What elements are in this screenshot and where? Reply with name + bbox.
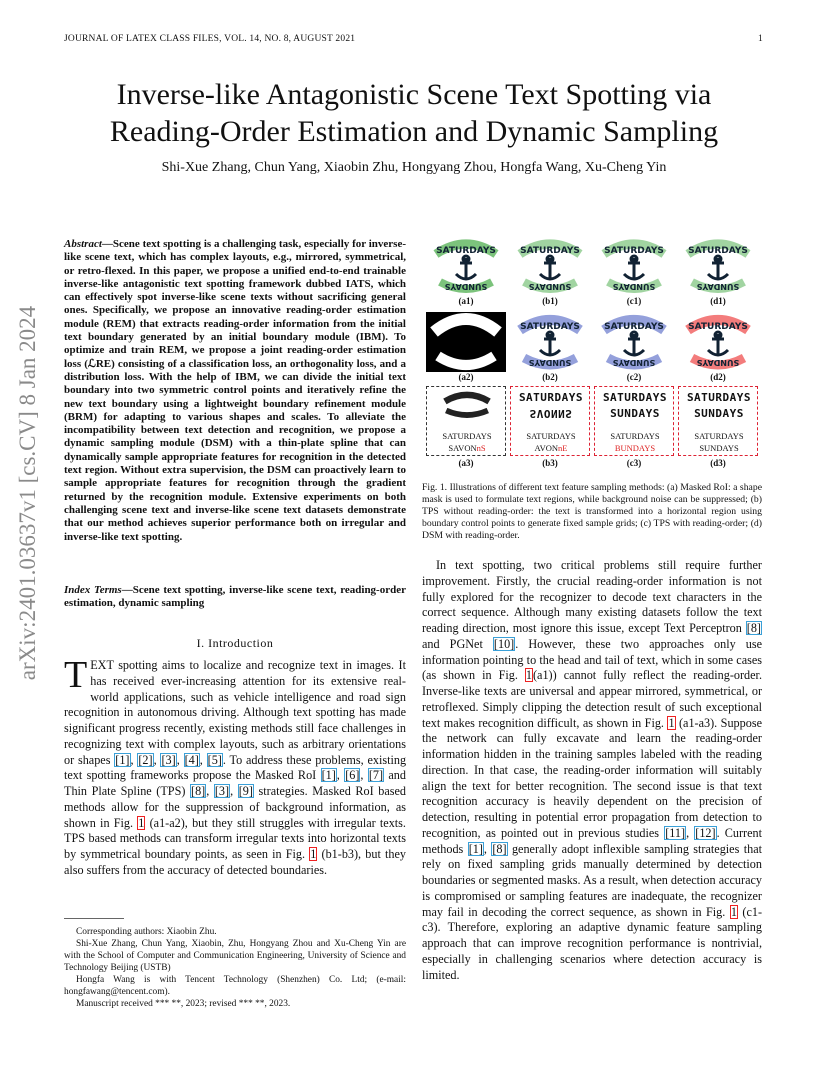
svg-text:SUNDAYS: SUNDAYS [696, 358, 740, 367]
emblem-image-c2 [594, 312, 674, 372]
abstract [64, 238, 406, 544]
svg-text:SATURDAYS: SATURDAYS [604, 246, 664, 256]
result-tile-d3 [678, 386, 758, 456]
text-run: . Current methods [422, 825, 763, 856]
title-line-2: Reading-Order Estimation and Dynamic Sampling [109, 115, 719, 148]
recognized-pred: SUNDAYS [699, 443, 739, 453]
citation-link[interactable]: [10] [493, 636, 515, 651]
emblem-image-b1 [510, 236, 590, 296]
figure-caption: Fig. 1. Illustrations of different text feature sampling methods: (a) Masked RoI: a shape mask is used to formulate text regions, while background noise can be suppressed; (b) TPS without reading-order: the text is transformed into a horizontal region using boundary control points to generate fixed sample grids; (c) TPS with reading-order; (d) DSM with reading-order. [422, 482, 762, 542]
citation-link[interactable]: [1] [115, 752, 130, 767]
author-list: Shi-Xue Zhang, Chun Yang, Xiaobin Zhu, Hongyang Zhou, Hongfa Wang, Xu-Cheng Yin [161, 160, 667, 175]
citation-link[interactable]: [4] [184, 752, 199, 767]
emblem-image-a1 [426, 236, 506, 296]
recognized-gt: SATURDAYS [526, 431, 576, 441]
section-heading: I. Introduction [196, 636, 274, 650]
result-tile-b3 [510, 386, 590, 456]
citation-link[interactable]: [8] [746, 621, 761, 635]
emblem-image-c1 [594, 236, 674, 296]
rectified-top: SATURDAYS [518, 391, 584, 404]
emblem-image-d1 [678, 236, 758, 296]
svg-text:SUNDAYS: SUNDAYS [612, 358, 656, 367]
rectified-bottom: SUNDAYS [694, 407, 744, 420]
index-terms [64, 584, 406, 611]
mask-image-a2 [426, 312, 506, 372]
footnote: Shi-Xue Zhang, Chun Yang, Xiaobin, Zhu, Hongyang Zhou and Xu-Cheng Yin are with the School of Computer and Communication Engineering, University of Science and Technology Beijing (USTB) [64, 939, 406, 973]
figure-link[interactable]: 1 [730, 904, 737, 919]
recognized-pred: AVONnE [534, 443, 568, 453]
svg-text:SUNDAYS: SUNDAYS [528, 358, 572, 367]
subfigure-label: (c2) [626, 372, 642, 382]
index-terms-lead: Index Terms [64, 584, 122, 596]
text-run: (c1-c3). Therefore, exploring an adaptive dynamic feature sampling approach that can improve recognition performance is nontrivial, especially in challenging scenarios where detection accuracy is limited. [422, 904, 763, 982]
footnote: Manuscript received *** **, 2023; revised *** **, 2023. [76, 999, 291, 1009]
svg-text:SATURDAYS: SATURDAYS [520, 246, 580, 256]
citation-link[interactable]: [12] [695, 825, 716, 840]
index-terms-text: —Scene text spotting, inverse-like scene text, reading-order estimation, dynamic sampling [64, 584, 406, 610]
subfigure-label: (d1) [710, 296, 726, 306]
citation-link[interactable]: [6] [345, 768, 360, 783]
subfigure-label: (b2) [542, 372, 558, 382]
subfigure-label: (c1) [626, 296, 642, 306]
rectified-top: SATURDAYS [686, 391, 752, 404]
running-header: JOURNAL OF LATEX CLASS FILES, VOL. 14, NO. 8, AUGUST 2021 [64, 34, 356, 44]
citation-link[interactable]: [8] [492, 841, 507, 856]
intro-text-2: . To address these problems, existing text spotting frameworks propose the Masked RoI [64, 752, 407, 783]
figure-link[interactable]: 1 [525, 668, 532, 683]
citation-link[interactable]: [1] [468, 841, 483, 856]
footnote-rule [64, 918, 124, 919]
paragraph: In text spotting, two critical problems still require further improvement. Firstly, the crucial reading-order information is not fully explored for the recognizer to decode text characters in the correct sequence. Although many existing datasets follow the text reading direction, most ignore this issue, except Text Perceptron [8] and PGNet [10]. However, these two approaches only use information pointing to the head and tail of text, which in some cases (as shown in Fig. 1(a1)) cannot fully reflect the reading-order. Inverse-like texts are universal and appear mirrored, symmetrical, or retroflexed. Simply clipping the detection result of such exceptional text makes recognition difficult, as shown in Fig. 1 (a1-a3). Suppose the network can fully excavate and learn the reading-order information hidden in the training samples labeled with the reading direction. In that case, the reading-order information will suitably align the text for better recognition. The second issue is that text recognition accuracy is heavily dependent on the precision of detection, resulting in potential error propagation from detection to recognition, as pointed out in previous studies [11], [12]. Current methods [1], [8] generally adopt inflexible sampling strategies that rely on fixed sampling grids manually determined by detection boundaries or segmented masks. As a result, when detection accuracy is compromised or sampling features are inadequate, the recognizer may fail in decoding the correct sequence, as shown in Fig. 1 (c1-c3). Therefore, exploring an adaptive dynamic feature sampling approach that can improve recognition performance is nontrivial, especially in challenging scenarios where detection accuracy is limited. [422, 558, 763, 982]
subfigure-label: (a3) [458, 458, 474, 468]
citation-link[interactable]: [8] [191, 784, 206, 798]
result-tile-c3 [594, 386, 674, 456]
citation-link[interactable]: [3] [214, 784, 230, 798]
citation-link[interactable]: [11] [665, 825, 686, 840]
figure-link[interactable]: 1 [138, 815, 145, 830]
subfigure-label: (d2) [710, 372, 726, 382]
citation-link[interactable]: [3] [161, 752, 176, 767]
emblem-image-b2 [510, 312, 590, 372]
text-run: In text spotting, two critical problems still require further improvement. Firstly, the crucial reading-order information is not fully explored for the recognizer to decode text characters in the correct sequence. Although many existing datasets follow the text reading direction, most ignore this issue, except Text Perceptron [422, 558, 762, 635]
recognized-gt: SATURDAYS [442, 431, 492, 441]
footnote: Hongfa Wang is with Tencent Technology (Shenzhen) Co. Ltd; (e-mail: hongfawang@tencent.com). [64, 975, 406, 997]
intro-text-4: strategies. Masked RoI based methods allow for the suppression of background information, as shown in Fig. [64, 784, 406, 830]
rectified-bottom: SVONNS [529, 407, 573, 420]
emblem-image-d2 [678, 312, 758, 372]
arxiv-stamp-text: arXiv:2401.03637v1 [cs.CV] 8 Jan 2024 [15, 305, 40, 681]
result-tile-a3 [426, 386, 506, 456]
intro-text-6: (b1-b3), but they also suffers from the accuracy of detected boundaries. [64, 847, 407, 877]
page-number: 1 [758, 34, 763, 44]
intro-paragraph: TEXT spotting aims to localize and recognize text in images. It has received ever-increasing attention for its extensive real-world applications, such as vehicle intelligence and road sign recognition in autonomous driving. Although text spotting has made significant progress recently, existing methods still face challenges in recognizing text with complex layouts, such as arbitrary orientations or shapes [1], [2], [3], [4], [5]. To address these problems, existing text spotting frameworks propose the Masked RoI [1], [6], [7] and Thin Plate Spline (TPS) [8], [3], [9] strategies. Masked RoI based methods allow for the suppression of background information, as shown in Fig. 1 (a1-a2), but they still struggles with irregular texts. TPS based methods can transform irregular texts into horizontal texts by symmetrical boundary points, as seen in Fig. 1 (b1-b3), but they also suffers from the accuracy of detected boundaries. [64, 654, 407, 877]
svg-text:SATURDAYS: SATURDAYS [604, 322, 664, 332]
paper-title [40, 76, 788, 150]
citation-link[interactable]: [7] [368, 768, 384, 783]
citation-link[interactable]: [9] [238, 784, 253, 798]
svg-text:SUNDAYS: SUNDAYS [696, 282, 740, 291]
svg-text:SUNDAYS: SUNDAYS [612, 282, 656, 291]
recognized-gt: SATURDAYS [610, 431, 660, 441]
abstract-lead: Abstract [64, 238, 102, 250]
text-run: (a1)) cannot fully reflect the reading-order. Inverse-like texts are universal and appear mirrored, symmetrical, or retroflexed. Simply clipping the detection result of such exceptional text makes recognition difficult, as shown in Fig. [422, 668, 762, 730]
rectified-bottom: SUNDAYS [610, 407, 660, 420]
subfigure-label: (c3) [626, 458, 642, 468]
arxiv-stamp [8, 300, 48, 700]
citation-link[interactable]: [5] [207, 752, 222, 767]
figure-link[interactable]: 1 [668, 715, 675, 730]
citation-link[interactable]: [2] [138, 752, 153, 767]
svg-text:SUNDAYS: SUNDAYS [528, 282, 572, 291]
footnotes [64, 926, 406, 1010]
svg-text:SATURDAYS: SATURDAYS [688, 322, 748, 332]
figure-1 [422, 236, 762, 472]
text-run: and PGNet [422, 636, 493, 651]
rectified-top: SATURDAYS [602, 391, 668, 404]
emblem-bottom-text: SUNDAYS [444, 282, 488, 291]
text-run: generally adopt inflexible sampling strategies that rely on fixed sampling grids manually determined by detection boundaries or segmented masks. As a result, when detection accuracy is compromised or sampling features are inadequate, the recognizer may fail in decoding the correct sequence, as shown in Fig. [422, 841, 762, 919]
footnote: Corresponding authors: Xiaobin Zhu. [76, 927, 217, 937]
text-run: . However, these two approaches only use information pointing to the head and tail of text, which in some cases (as shown in Fig. [422, 636, 762, 683]
intro-text-5: (a1-a2), but they still struggles with irregular texts. TPS based methods can transform irregular texts into horizontal texts by symmetrical boundary points, as seen in Fig. [64, 815, 406, 861]
subfigure-label: (b3) [542, 458, 558, 468]
abstract-text: —Scene text spotting is a challenging task, especially for inverse-like scene text, which has complex layouts, e.g., mirrored, symmetrical, or retro-flexed. In this paper, we propose a unified end-to-end trainable inverse-like antagonistic text spotting framework dubbed IATS, which can effectively spot inverse-like scene texts without sacrificing general ones. Specifically, we propose an innovative reading-order estimation module (REM) that extracts reading-order information from the initial text boundary generated by an initial boundary module (IBM). To optimize and train REM, we propose a joint reading-order estimation loss (ℒRE) consisting of a classification loss, an orthogonality loss, and a distribution loss. With the help of IBM, we can divide the initial text boundary into two symmetric control points and iteratively refine the new text boundary using a lightweight boundary refinement module (BRM) for adapting to various shapes and scales. To alleviate the incompatibility between text detection and recognition, we propose a dynamic sampling module (DSM) with a thin-plate spline that can dynamically sample appropriate features for recognition in the detected text region. Without extra supervision, the DSM can proactively learn to sample appropriate features for recognition through the gradient returned by the recognition module. Extensive experiments on both challenging scene text and inverse-like scene text datasets demonstrate that our method achieves superior performance both on irregular and inverse-like text spotting. [64, 238, 406, 543]
subfigure-label: (a2) [458, 372, 474, 382]
figure-link[interactable]: 1 [310, 847, 317, 861]
text-run: (a1-a3). Suppose the network can fully excavate and learn the reading-order information hidden in the training samples labeled with the reading direction. In that case, the reading-order information will suitably align the text for better recognition. The second issue is that text recognition accuracy is heavily dependent on the precision of detection, resulting in potential error propagation from detection to recognition, as pointed out in previous studies [422, 715, 762, 840]
intro-text-1: spotting aims to localize and recognize text in images. It has received ever-increasing attention for its extensive real-world applications, such as vehicle intelligence and road sign recognition in autonomous driving. Although text spotting has made significant progress recently, existing methods still face challenges in recognizing text with complex layouts, such as arbitrary orientations or shapes [64, 658, 406, 767]
subfigure-label: (a1) [458, 296, 474, 306]
svg-text:SATURDAYS: SATURDAYS [520, 322, 580, 332]
emblem-top-text: SATURDAYS [436, 246, 496, 256]
right-body-paragraph [422, 558, 762, 983]
svg-text:SATURDAYS: SATURDAYS [688, 246, 748, 256]
citation-link[interactable]: [1] [321, 768, 336, 783]
intro-text-tps: and Thin Plate Spline (TPS) [64, 768, 406, 798]
intro-first-word: EXT [90, 658, 114, 672]
subfigure-label: (d3) [710, 458, 726, 468]
subfigure-label: (b1) [542, 296, 558, 306]
dropcap: T [64, 654, 88, 696]
recognized-gt: SATURDAYS [694, 431, 744, 441]
recognized-pred: BUNDAYS [614, 443, 656, 453]
title-line-1: Inverse-like Antagonistic Scene Text Spotting via [116, 78, 712, 111]
recognized-pred: SAVONnS [448, 443, 486, 453]
